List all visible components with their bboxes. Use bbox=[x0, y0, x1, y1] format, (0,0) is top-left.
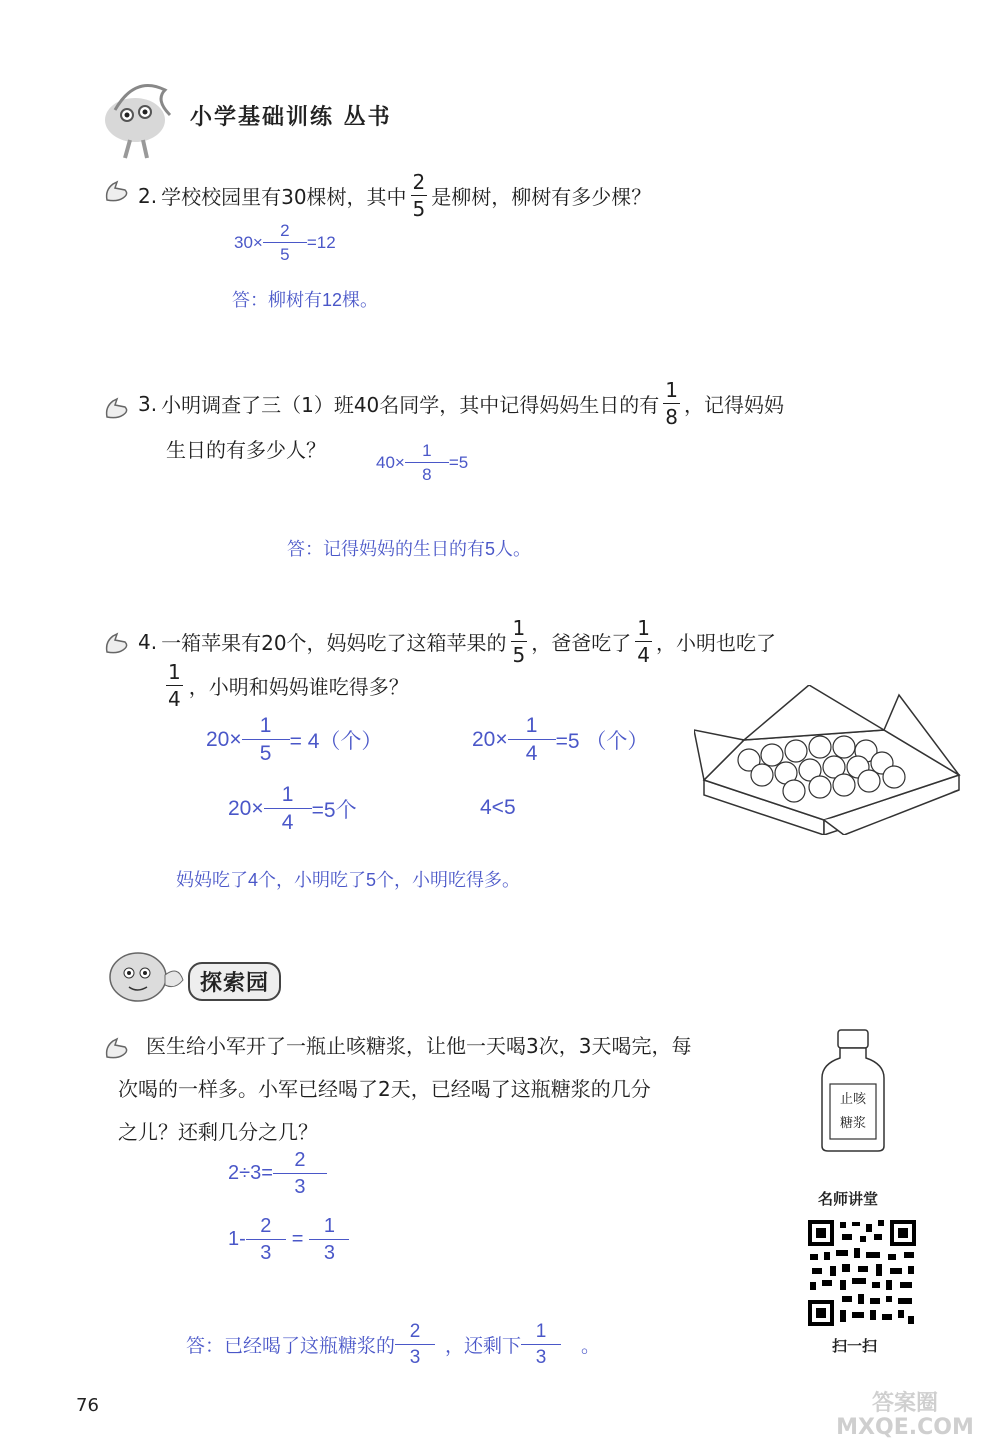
q4-answer: 妈妈吃了4个，小明吃了5个，小明吃得多。 bbox=[176, 870, 521, 890]
q4-calc-3: 20× $\frac{1}{4}$ =5个 bbox=[228, 783, 357, 834]
explore-mascot bbox=[103, 945, 193, 1005]
q3-calc: 40× $\frac{1}{8}$ =5 bbox=[376, 441, 469, 484]
qr-code[interactable] bbox=[806, 1218, 918, 1328]
section-title: 探索园 bbox=[200, 971, 270, 996]
explore-question-line2: 次喝的一样多。小军已经喝了2天，已经喝了这瓶糖浆的几分 bbox=[118, 1077, 651, 1101]
apple-box-illustration bbox=[694, 685, 974, 835]
q4-question-line1: 4. 一箱苹果有20个，妈妈吃了这箱苹果的 $\frac{1}{5}$ ，爸爸吃了 $\frac{1}{4}$ ，小明也吃了 bbox=[138, 616, 777, 667]
bottle-label-bottom: 糖浆 bbox=[839, 1116, 866, 1131]
qr-caption: 扫一扫 bbox=[832, 1337, 878, 1355]
q2-answer: 答：柳树有12棵。 bbox=[232, 290, 379, 310]
pencil-hand-icon bbox=[103, 1035, 133, 1061]
explore-calc-2: 1- $\frac{2}{3}$ = $\frac{1}{3}$ bbox=[228, 1216, 349, 1263]
qr-title: 名师讲堂 bbox=[818, 1190, 879, 1208]
explore-question-line3: 之儿？还剩几分之几？ bbox=[118, 1120, 318, 1144]
q3-question-line1: 3. 小明调查了三（1）班40名同学，其中记得妈妈生日的有 $\frac{1}{8}$ ，记得妈妈 bbox=[138, 378, 785, 429]
page-number: 76 bbox=[76, 1395, 99, 1416]
series-title: 小学基础训练 丛书 bbox=[190, 105, 392, 130]
pencil-hand-icon bbox=[103, 630, 133, 656]
syrup-bottle-illustration bbox=[818, 1028, 888, 1153]
pencil-hand-icon bbox=[103, 395, 133, 421]
q2-calc: 30× $\frac{2}{5}$ =12 bbox=[234, 221, 336, 264]
header-mascot bbox=[95, 70, 185, 160]
q3-answer: 答：记得妈妈的生日的有5人。 bbox=[287, 539, 532, 559]
q4-compare: 4<5 bbox=[480, 796, 516, 819]
pencil-hand-icon bbox=[103, 178, 133, 204]
q4-question-line2: $\frac{1}{4}$ ，小明和妈妈谁吃得多？ bbox=[168, 660, 409, 711]
explore-question-line1: 医生给小军开了一瓶止咳糖浆，让他一天喝3次，3天喝完，每 bbox=[146, 1034, 692, 1058]
watermark: 答案圈 MXQE.COM bbox=[836, 1391, 974, 1441]
explore-calc-1: 2÷3= $\frac{2}{3}$ bbox=[228, 1150, 327, 1197]
bottle-label-top: 止咳 bbox=[839, 1092, 866, 1107]
q2-question: 2. 学校校园里有30棵树，其中 $\frac{2}{5}$ 是柳树，柳树有多少棵？ bbox=[138, 170, 652, 221]
explore-title-badge bbox=[188, 962, 281, 1001]
explore-answer: 答：已经喝了这瓶糖浆的 $\frac{2}{3}$ ，还剩下 $\frac{1}{3}$ 。 bbox=[186, 1321, 601, 1368]
q4-calc-2: 20× $\frac{1}{4}$ =5 （个） bbox=[472, 714, 649, 765]
q4-calc-1: 20× $\frac{1}{5}$ = 4（个） bbox=[206, 714, 383, 765]
q3-question-line2: 生日的有多少人？ bbox=[166, 438, 326, 462]
